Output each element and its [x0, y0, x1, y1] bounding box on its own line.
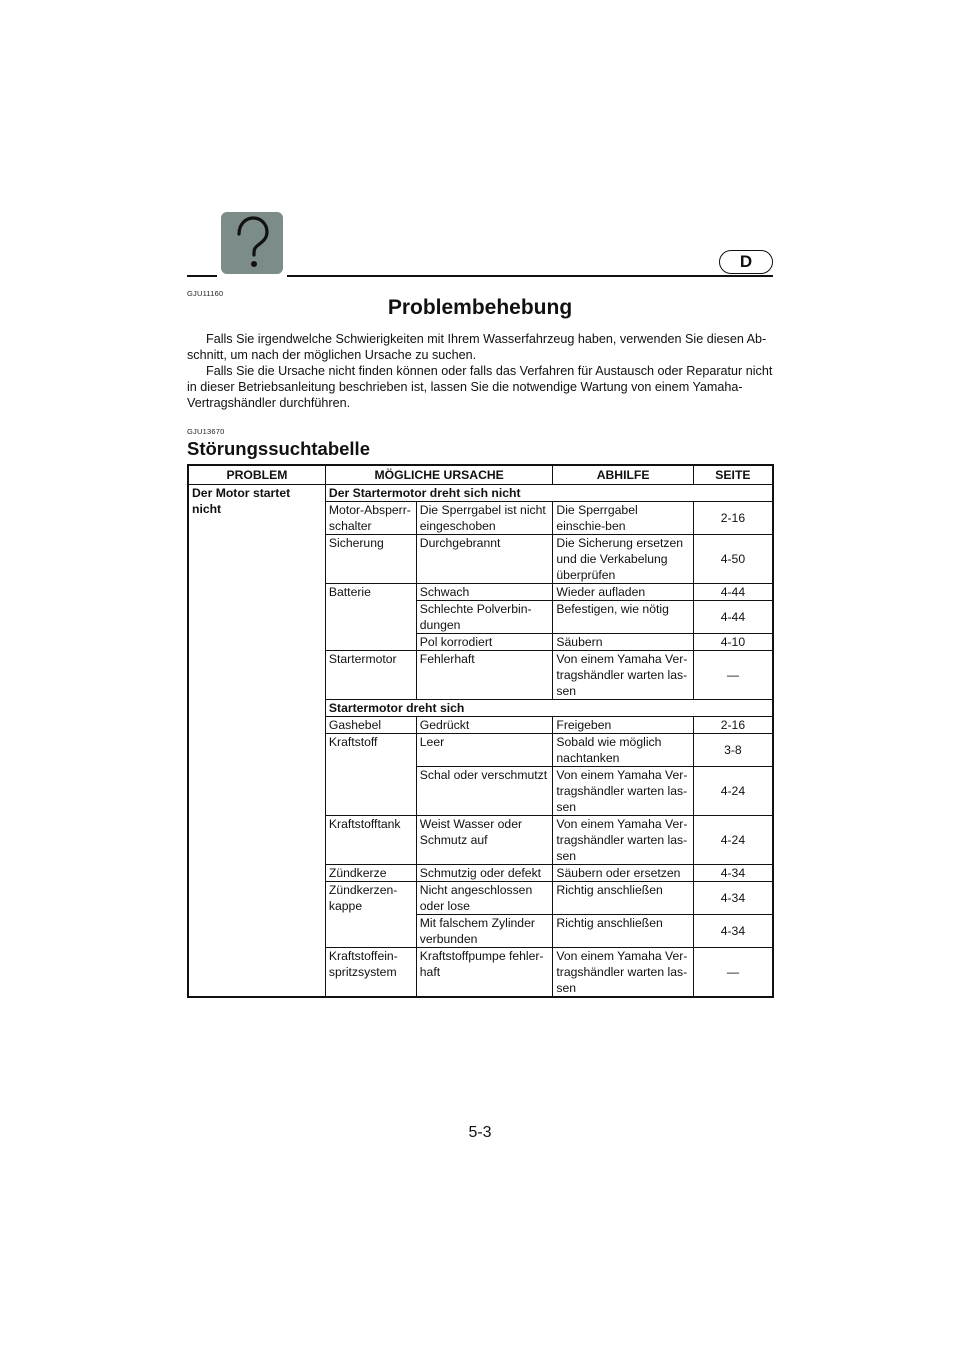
page-cell: 4-44 [693, 584, 773, 601]
intro-paragraph: Falls Sie die Ursache nicht finden können oder falls das Verfahren für Austausch oder Reparatur nicht in dieser Betriebsanleitung beschrieben ist, lassen Sie die notwendige Wartung von einem Yamaha-Vertragshändler durchführen. [187, 364, 773, 410]
section-code: GJU11160 [187, 289, 224, 298]
cause-cell: Kraftstoffpumpe fehler-haft [416, 948, 553, 998]
intro-paragraph: Falls Sie irgendwelche Schwierigkeiten mit Ihrem Wasserfahrzeug haben, verwenden Sie diesen Ab-schnitt, um nach der möglichen Ursache zu suchen. [187, 332, 767, 362]
remedy-cell: Von einem Yamaha Ver-tragshändler warten las-sen [553, 816, 693, 865]
language-badge: D [719, 250, 773, 274]
cause-cell: Nicht angeschlossen oder lose [416, 882, 553, 915]
header-page: SEITE [693, 465, 773, 485]
section-heading: Startermotor dreht sich [325, 700, 773, 717]
intro-text [187, 331, 773, 411]
cause-cell: Gedrückt [416, 717, 553, 734]
cause-cell: Leer [416, 734, 553, 767]
component-cell: Zündkerze [325, 865, 416, 882]
header-remedy: ABHILFE [553, 465, 693, 485]
page-cell: — [693, 651, 773, 700]
cause-cell: Durchgebrannt [416, 535, 553, 584]
page-cell: 4-34 [693, 865, 773, 882]
header-problem: PROBLEM [188, 465, 325, 485]
component-cell: Gashebel [325, 717, 416, 734]
cause-cell: Fehlerhaft [416, 651, 553, 700]
cause-cell: Schlechte Polverbin-dungen [416, 601, 553, 634]
remedy-cell: Von einem Yamaha Ver-tragshändler warten las-sen [553, 651, 693, 700]
component-cell: Startermotor [325, 651, 416, 700]
page-cell: 3-8 [693, 734, 773, 767]
cause-cell: Schmutzig oder defekt [416, 865, 553, 882]
remedy-cell: Befestigen, wie nötig [553, 601, 693, 634]
remedy-cell: Die Sperrgabel einschie-ben [553, 502, 693, 535]
remedy-cell: Säubern [553, 634, 693, 651]
cause-cell: Weist Wasser oder Schmutz auf [416, 816, 553, 865]
section-code: GJU13670 [187, 427, 225, 436]
page-cell: 4-34 [693, 915, 773, 948]
page-cell: — [693, 948, 773, 998]
header-cause: MÖGLICHE URSACHE [325, 465, 553, 485]
problem-cell: Der Motor startet nicht [188, 485, 325, 998]
component-cell: Sicherung [325, 535, 416, 584]
remedy-cell: Freigeben [553, 717, 693, 734]
section-title: Störungssuchtabelle [187, 438, 370, 459]
component-cell: Kraftstofftank [325, 816, 416, 865]
header-rule-left [187, 275, 217, 277]
page-cell: 4-24 [693, 816, 773, 865]
remedy-cell: Sobald wie möglich nachtanken [553, 734, 693, 767]
component-cell: Batterie [325, 584, 416, 651]
remedy-cell: Richtig anschließen [553, 882, 693, 915]
page-cell: 4-24 [693, 767, 773, 816]
cause-cell: Schwach [416, 584, 553, 601]
component-cell: Kraftstoff [325, 734, 416, 816]
component-cell: Zündkerzen-kappe [325, 882, 416, 948]
page-cell: 2-16 [693, 502, 773, 535]
page-cell: 4-50 [693, 535, 773, 584]
table-section-row [188, 485, 773, 502]
remedy-cell: Die Sicherung ersetzen und die Verkabelung überprüfen [553, 535, 693, 584]
page-cell: 4-44 [693, 601, 773, 634]
cause-cell: Mit falschem Zylinder verbunden [416, 915, 553, 948]
cause-cell: Die Sperrgabel ist nicht eingeschoben [416, 502, 553, 535]
remedy-cell: Richtig anschließen [553, 915, 693, 948]
cause-cell: Schal oder verschmutzt [416, 767, 553, 816]
component-cell: Motor-Absperr-schalter [325, 502, 416, 535]
page-cell: 4-10 [693, 634, 773, 651]
remedy-cell: Von einem Yamaha Ver-tragshändler warten las-sen [553, 767, 693, 816]
question-mark-icon [221, 212, 283, 274]
remedy-cell: Wieder aufladen [553, 584, 693, 601]
component-cell: Kraftstoffein-spritzsystem [325, 948, 416, 998]
page-title: Problembehebung [387, 296, 573, 319]
page-cell: 2-16 [693, 717, 773, 734]
page-cell: 4-34 [693, 882, 773, 915]
remedy-cell: Säubern oder ersetzen [553, 865, 693, 882]
section-heading: Der Startermotor dreht sich nicht [325, 485, 773, 502]
page-number: 5-3 [468, 1124, 492, 1141]
troubleshooting-table [187, 464, 774, 998]
cause-cell: Pol korrodiert [416, 634, 553, 651]
table-header-row [188, 465, 773, 485]
remedy-cell: Von einem Yamaha Ver-tragshändler warten las-sen [553, 948, 693, 998]
header-rule-right [287, 275, 773, 277]
